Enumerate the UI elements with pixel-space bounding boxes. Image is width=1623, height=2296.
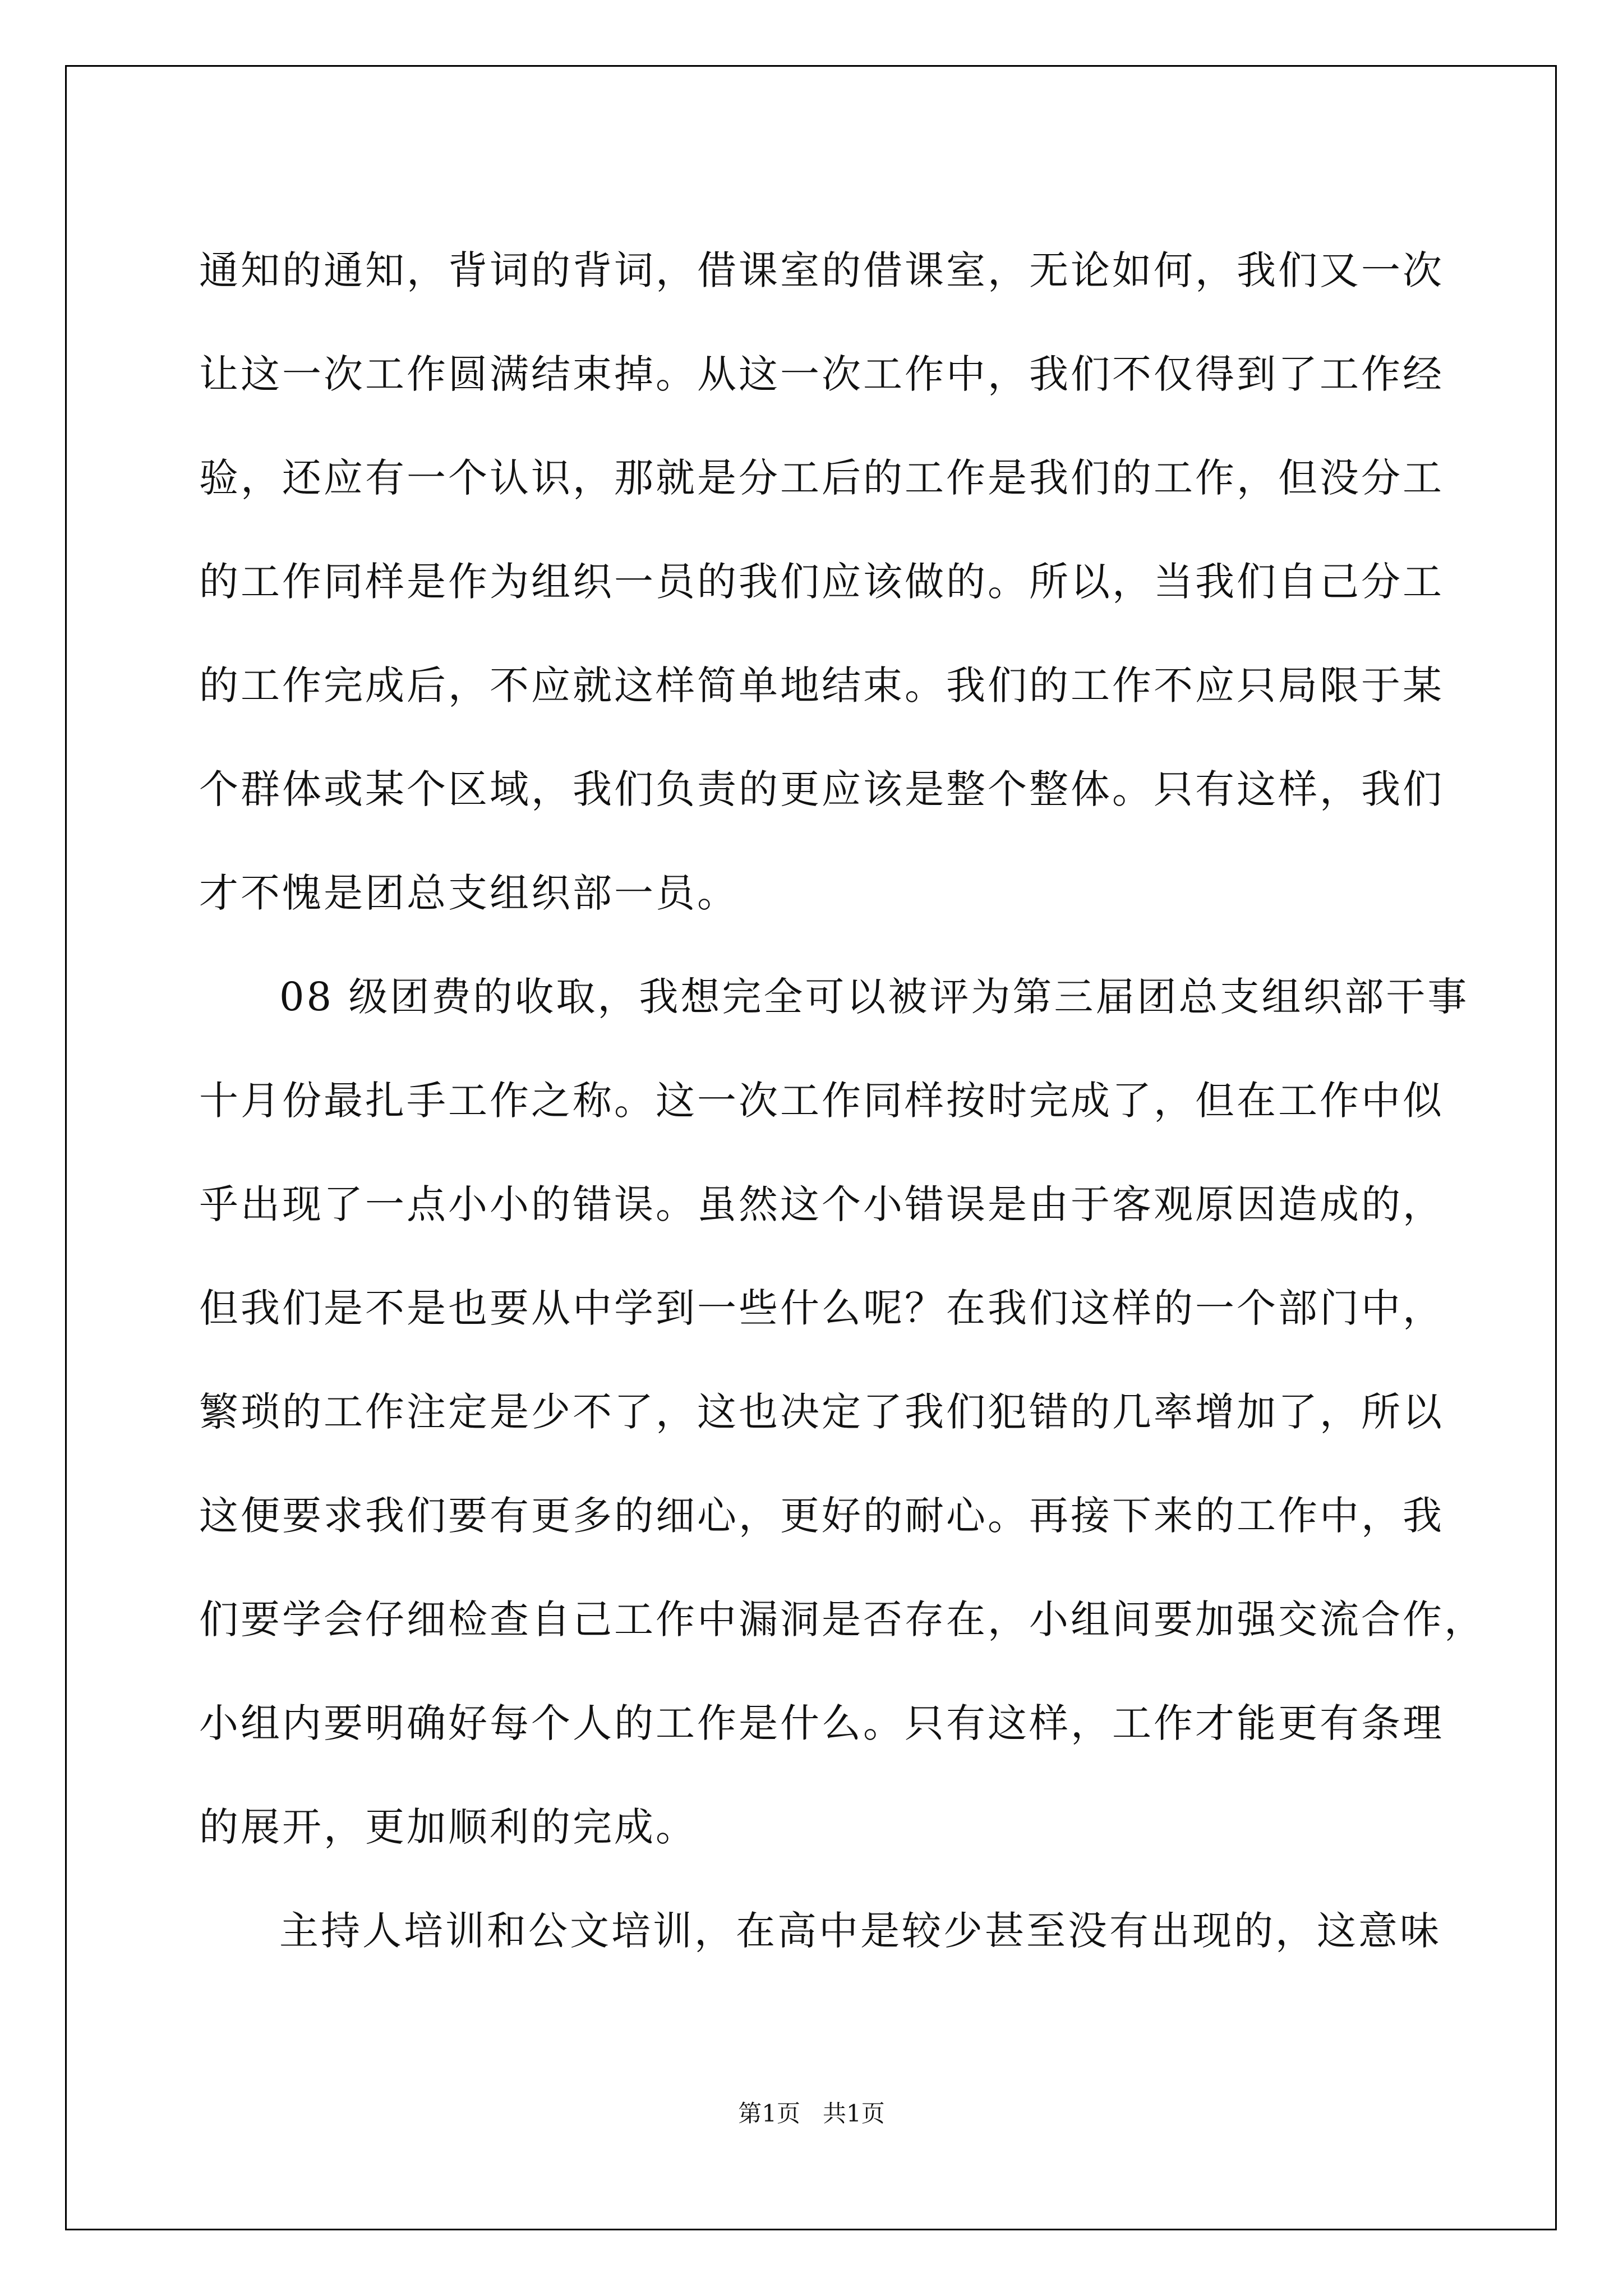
text-line: 让这一次工作圆满结束掉。从这一次工作中，我们不仅得到了工作经 [199,351,1444,397]
document-body [199,219,1486,1983]
text-line: 才不愧是团总支组织部一员。 [199,870,739,916]
text-line: 十月份最扎手工作之称。这一次工作同样按时完成了，但在工作中似 [199,1078,1444,1124]
text-line: 的工作完成后，不应就这样简单地结束。我们的工作不应只局限于某 [199,662,1444,708]
text-line: 个群体或某个区域，我们负责的更应该是整个整体。只有这样，我们 [199,766,1444,812]
page-number: 第1页 [738,2100,800,2127]
text-line: 但我们是不是也要从中学到一些什么呢？在我们这样的一个部门中， [199,1285,1444,1331]
text-line: 主持人培训和公文培训，在高中是较少甚至没有出现的，这意味 [279,1908,1441,1954]
text-line: 08 级团费的收取，我想完全可以被评为第三届团总支组织部干事 [279,974,1469,1020]
text-line: 这便要求我们要有更多的细心，更好的耐心。再接下来的工作中，我 [199,1493,1444,1539]
text-line: 的展开，更加顺利的完成。 [199,1804,697,1850]
text-line: 们要学会仔细检查自己工作中漏洞是否存在，小组间要加强交流合作， [199,1596,1486,1642]
text-line: 的工作同样是作为组织一员的我们应该做的。所以，当我们自己分工 [199,559,1444,605]
text-line: 通知的通知，背词的背词，借课室的借课室，无论如何，我们又一次 [199,247,1444,293]
text-line: 小组内要明确好每个人的工作是什么。只有这样，工作才能更有条理 [199,1700,1444,1746]
text-line: 验，还应有一个认识，那就是分工后的工作是我们的工作，但没分工 [199,455,1444,501]
page-footer [0,2095,1623,2129]
text-line: 繁琐的工作注定是少不了，这也决定了我们犯错的几率增加了，所以 [199,1389,1444,1435]
page-total: 共1页 [823,2100,885,2127]
text-line: 乎出现了一点小小的错误。虽然这个小错误是由于客观原因造成的， [199,1181,1444,1227]
